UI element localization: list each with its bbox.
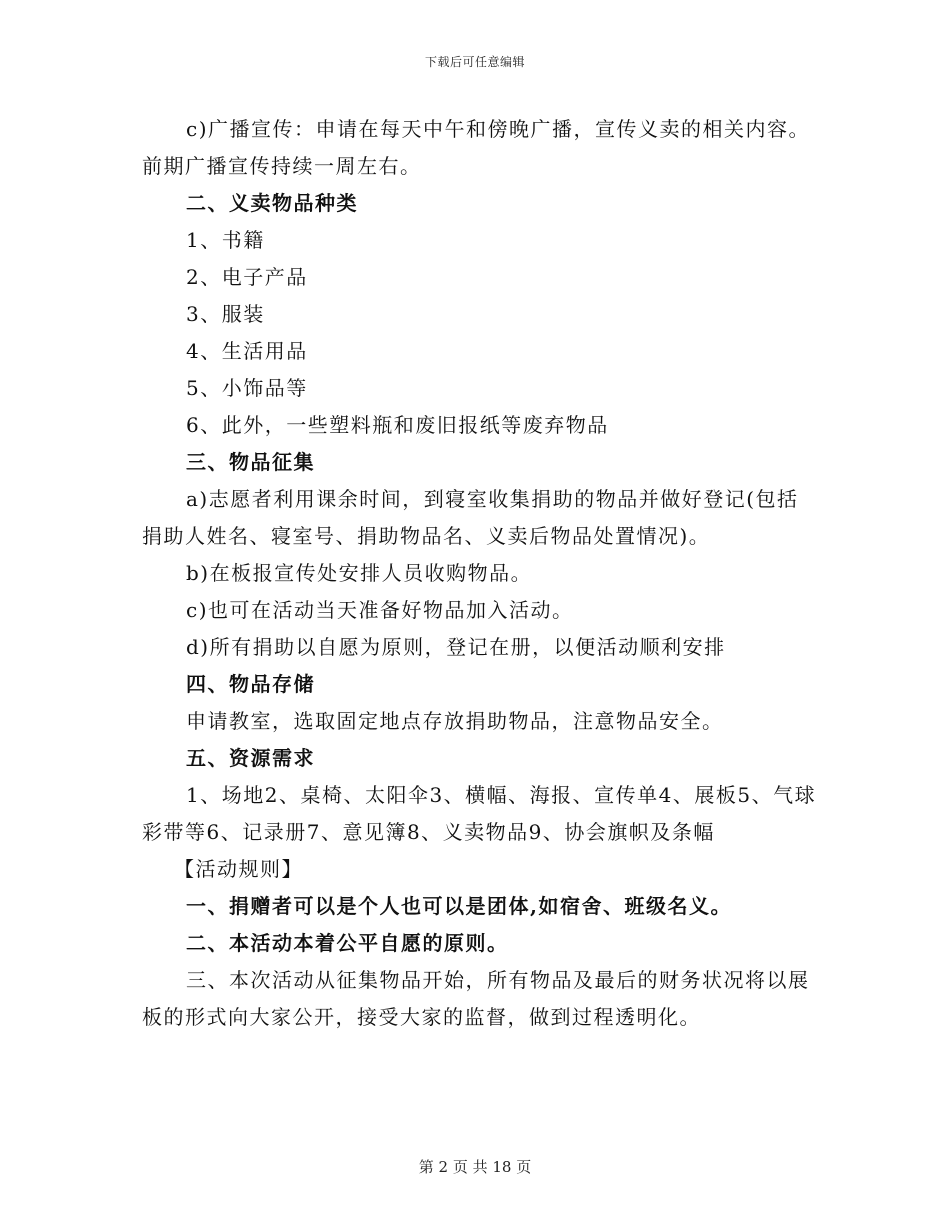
paragraph-storage: 申请教室，选取固定地点存放捐助物品，注意物品安全。 [186, 709, 724, 733]
paragraph-collection-b: b)在板报宣传处安排人员收购物品。 [186, 561, 533, 585]
page-footer: 第 2 页 共 18 页 [418, 1158, 532, 1176]
list-item-waste: 6、此外，一些塑料瓶和废旧报纸等废弃物品 [186, 413, 609, 437]
paragraph-collection-c: c)也可在活动当天准备好物品加入活动。 [186, 598, 574, 622]
paragraph-collection-d: d)所有捐助以自愿为原则，登记在册，以便活动顺利安排 [186, 635, 726, 659]
heading-collection: 三、物品征集 [186, 450, 315, 474]
paragraph-broadcast: c)广播宣传：申请在每天中午和傍晚广播，宣传义卖的相关内容。前期广播宣传持续一周左右。 [142, 117, 811, 178]
list-item-clothing: 3、服装 [186, 302, 265, 326]
list-item-daily-goods: 4、生活用品 [186, 339, 308, 363]
list-item-accessories: 5、小饰品等 [186, 376, 308, 400]
heading-resources: 五、资源需求 [186, 746, 315, 770]
heading-storage: 四、物品存储 [186, 672, 315, 696]
page-header: 下载后可任意编辑 [424, 55, 525, 69]
rule-three: 三、本次活动从征集物品开始，所有物品及最后的财务状况将以展板的形式向大家公开，接受大家的监督，做到过程透明化。 [142, 968, 810, 1029]
rule-one: 一、捐赠者可以是个人也可以是团体,如宿舍、班级名义。 [186, 894, 732, 918]
list-item-electronics: 2、电子产品 [186, 265, 308, 289]
heading-rules: 【活动规则】 [174, 857, 303, 881]
rule-two: 二、本活动本着公平自愿的原则。 [186, 931, 509, 955]
paragraph-collection-a: a)志愿者利用课余时间，到寝室收集捐助的物品并做好登记(包括捐助人姓名、寝室号、捐助物品名、义卖后物品处置情况)。 [142, 487, 799, 548]
document-body [142, 111, 817, 1036]
paragraph-resources: 1、场地2、桌椅、太阳伞3、横幅、海报、宣传单4、展板5、气球彩带等6、记录册7、意见簿8、义卖物品9、协会旗帜及条幅 [142, 783, 817, 844]
list-item-books: 1、书籍 [186, 228, 265, 252]
heading-item-types: 二、义卖物品种类 [186, 191, 358, 215]
